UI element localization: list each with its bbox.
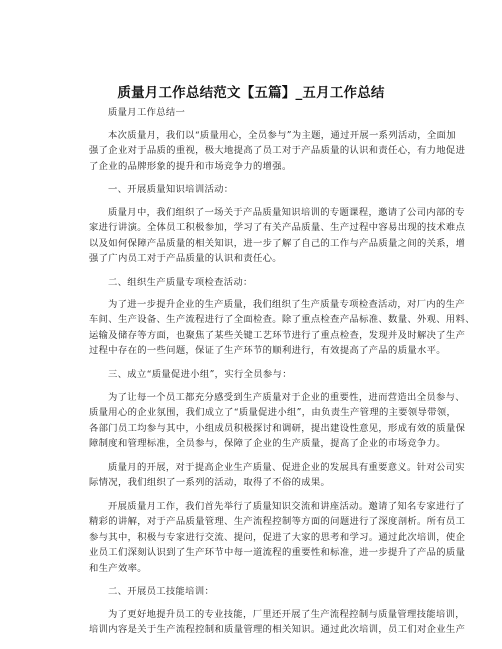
text-line: 家进行讲演。全体员工积极参加，学习了有关产品质量、生产过程中容易出现的技术难点	[89, 222, 466, 234]
text-line: 以及如何保障产品质量的相关知识，进一步了解了自己的工作与产品质量之间的关系，增	[89, 237, 466, 249]
paragraph	[89, 128, 466, 174]
text-line: 质量月中，我们组织了一场关于产品质量知识培训的专题课程，邀请了公司内部的专	[108, 207, 465, 218]
text-line: 运输及储存等方面，也聚焦了某些关键工艺环节进行了重点检查，发现并及时解决了生产	[89, 329, 466, 341]
section-heading	[89, 584, 415, 599]
section-heading	[89, 182, 415, 197]
paragraph	[89, 390, 466, 452]
paragraph	[89, 205, 466, 267]
text-line: 强了企业对于品质的重视，极大地提高了员工对于产品质量的认识和责任心，有力地促进	[89, 145, 466, 157]
text-line: 参与其中，积极与专家进行交流、提问，促进了大家的思考和学习。通过此次培训，使企	[89, 531, 466, 543]
section-heading	[89, 367, 415, 382]
section-heading	[89, 105, 415, 120]
paragraph	[89, 499, 466, 576]
document-title: 质量月工作总结范文【五篇】_五月工作总结	[117, 85, 385, 101]
text-line: 质量月的开展，对于提高企业生产质量、促进企业的发展具有重要意义。针对公司实	[108, 462, 465, 473]
text-line: 开展质量月工作，我们首先举行了质量知识交流和讲座活动。邀请了知名专家进行了	[108, 501, 465, 512]
paragraph	[89, 297, 475, 359]
text-line: 际情况，我们组织了一系列的活动，取得了不俗的成果。	[89, 477, 331, 489]
text-line: 为了进一步提升企业的生产质量，我们组织了生产质量专项检查活动，对厂内的生产	[108, 299, 465, 310]
text-line: 业员工们深刻认识到了生产环节中每一道流程的重要性和标准，进一步提升了产品的质量	[89, 547, 466, 559]
text-line: 各部门员工均参与其中，小组成员积极探讨和调研，提出建设性意见，形成有效的质量保	[89, 422, 466, 434]
text-line: 二、开展员工技能培训：	[108, 586, 215, 597]
paragraph	[89, 607, 466, 638]
section-heading	[89, 275, 415, 290]
text-line: 了企业的品牌形象的提升和市场竞争力的增强。	[89, 160, 292, 172]
text-line: 本次质量月，我们以“质量用心，全员参与”为主题，通过开展一系列活动，全面加	[108, 130, 456, 141]
text-line: 二、组织生产质量专项检查活动：	[108, 277, 253, 288]
text-line: 障制度和管理标准，全员参与，保障了企业的生产质量，提高了企业的市场竞争力。	[89, 438, 446, 450]
text-line: 为了更好地提升员工的专业技能，厂里还开展了生产流程控制与质量管理技能培训，	[108, 609, 465, 620]
text-line: 和生产效率。	[89, 562, 147, 574]
text-line: 为了让每一个员工都充分感受到生产质量对于企业的重要性，进而营造出全员参与、	[108, 392, 465, 403]
paragraph	[89, 460, 465, 491]
text-line: 强了广内员工对于产品质量的认识和责任心。	[89, 253, 282, 265]
text-line: 一、开展质量知识培训活动：	[108, 184, 234, 195]
text-line: 三、成立“质量促进小组”，实行全员参与：	[108, 369, 292, 380]
text-line: 车间、生产设备、生产流程进行了全面检查。除了重点检查产品标准、数量、外观、用料、	[89, 314, 475, 326]
text-line: 质量用心的企业氛围，我们成立了“质量促进小组”，由负责生产管理的主要领导带领，	[89, 407, 457, 419]
text-line: 培训内容是关于生产流程控制和质量管理的相关知识。通过此次培训，员工们对企业生产	[89, 624, 466, 636]
text-line: 质量月工作总结一	[108, 107, 186, 118]
text-line: 精彩的讲解，对于产品质量管理、生产流程控制等方面的问题进行了深度剖析。所有员工	[89, 516, 466, 528]
text-line: 过程中存在的一些问题，保证了生产环节的顺利进行，有效提高了产品的质量水平。	[89, 345, 446, 357]
